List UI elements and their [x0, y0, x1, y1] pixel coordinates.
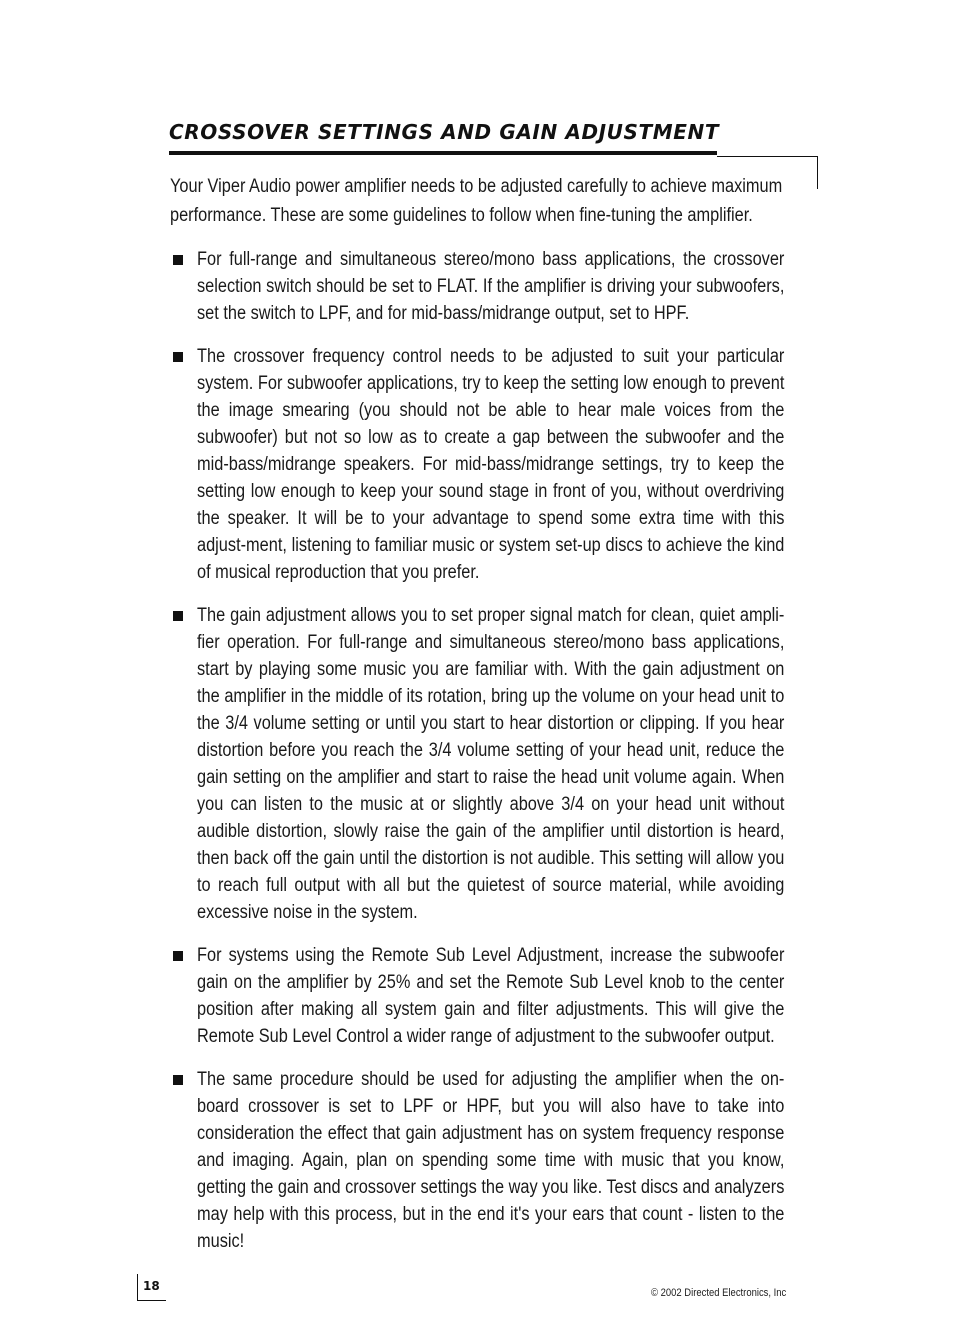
list-item-text: For full-range and simultaneous stereo/mono bass applications, the crossover selection switch should be set to FLAT. If the amplifier is driving your subwoofers, set the switch to LPF, and for mid-bass/midrange output, set to HPF. — [197, 249, 785, 324]
bullet-square-icon — [173, 352, 183, 362]
list-item — [170, 343, 785, 586]
page-number: 18 — [143, 1279, 160, 1293]
bullet-square-icon — [173, 1075, 183, 1085]
page-number-bracket-base — [137, 1300, 166, 1301]
list-item — [170, 246, 785, 327]
bullet-square-icon — [173, 255, 183, 265]
heading-corner-rule — [817, 156, 818, 189]
page-number-bracket — [137, 1274, 138, 1301]
list-item-text: The gain adjustment allows you to set proper signal match for clean, quiet ampli-fier operation. For full-range and simultaneous stereo/mono bass applications, start by playing some music you are familiar with. With the gain adjustment on the amplifier in the middle of its rotation, bring up the volume on your head unit to the 3/4 volume setting or until you start to hear distortion or clipping. If you hear distortion before you reach the 3/4 volume setting of your head unit, reduce the gain setting on the amplifier and start to raise the head unit volume again. When you can listen to the music at or slightly above 3/4 on your head unit without audible distortion, slowly raise the gain of the amplifier until distortion is heard, then back off the gain until the distortion is not audible. This setting will allow you to reach full output with all but the quietest of source material, while avoiding excessive noise in the system. — [197, 605, 785, 923]
section-heading: CROSSOVER SETTINGS AND GAIN ADJUSTMENT — [169, 120, 720, 144]
list-item-text: The crossover frequency control needs to be adjusted to suit your particular system. For subwoofer applications, try to keep the setting low enough to prevent the image smearing (you should not be able to hear male voices from the subwoofer) but not so low as to create a gap between the subwoofer and the mid-bass/midrange speakers. For mid-bass/midrange settings, try to keep the setting low enough to keep your sound stage in front of you, without overdriving the speaker. It will be to your advantage to spend some extra time with this adjust-ment, listening to familiar music or system set-up discs to achieve the kind of musical reproduction that you prefer. — [197, 346, 785, 583]
list-item-text: The same procedure should be used for adjusting the amplifier when the on-board crossover is set to LPF or HPF, but you will also have to take into consideration the effect that gain adjustment has on system frequency response and imaging. Again, plan on spending some time with music that you know, getting the gain and crossover settings the way you like. Test discs and analyzers may help with this process, but in the end it's your ears that count - listen to the music! — [197, 1069, 785, 1252]
list-item-text: For systems using the Remote Sub Level Adjustment, increase the subwoofer gain on the amplifier by 25% and set the Remote Sub Level knob to the center position after making all system gain and filter adjustments. This will give the Remote Sub Level Control a wider range of adjustment to the subwoofer output. — [197, 945, 785, 1047]
copyright-notice: © 2002 Directed Electronics, Inc — [650, 1287, 786, 1299]
bullet-square-icon — [173, 611, 183, 621]
list-item — [170, 1066, 785, 1255]
intro-paragraph: Your Viper Audio power amplifier needs to be adjusted carefully to achieve maximum performance. These are some guidelines to follow when fine-tuning the amplifier. — [170, 176, 783, 226]
bullet-square-icon — [173, 951, 183, 961]
list-item — [170, 942, 785, 1050]
list-item — [170, 602, 785, 926]
heading-underline — [169, 151, 717, 155]
heading-underline-extension — [717, 156, 818, 157]
guideline-list — [170, 246, 785, 1271]
